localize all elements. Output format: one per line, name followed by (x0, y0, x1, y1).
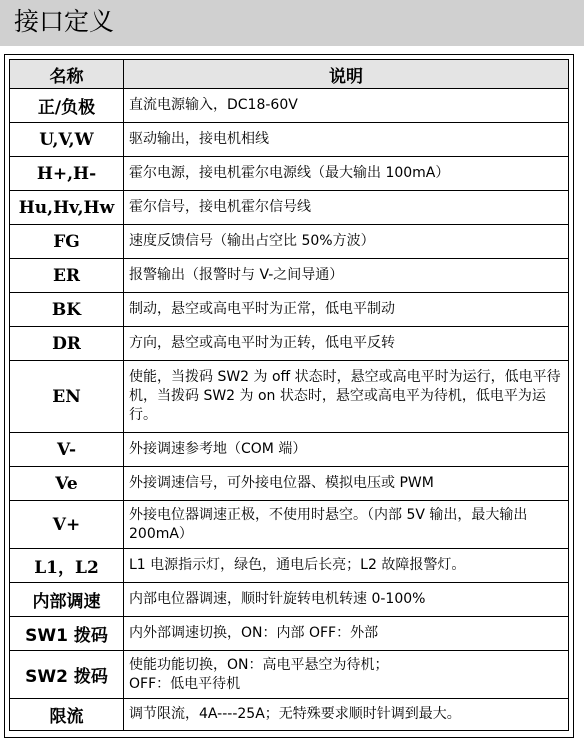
row-name: V+ (10, 501, 124, 549)
row-desc: 使能，当拨码 SW2 为 off 状态时，悬空或高电平时为运行，低电平待机，当拨码 SW2 为 on 状态时，悬空或高电平为待机，低电平为运行。 (124, 361, 569, 433)
table-row (10, 501, 569, 549)
row-desc: L1 电源指示灯，绿色，通电后长亮；L2 故障报警灯。 (124, 549, 569, 583)
row-name: FG (10, 225, 124, 259)
row-desc: 方向，悬空或高电平时为正转，低电平反转 (124, 327, 569, 361)
row-name: EN (10, 361, 124, 433)
row-name: Hu,Hv,Hw (10, 191, 124, 225)
table-row (10, 699, 569, 731)
table-row (10, 583, 569, 617)
table-row (10, 225, 569, 259)
header-name: 名称 (10, 60, 124, 89)
row-name: SW2 拨码 (10, 651, 124, 699)
row-desc: 报警输出（报警时与 V-之间导通） (124, 259, 569, 293)
table-row (10, 123, 569, 157)
row-name: SW1 拨码 (10, 617, 124, 651)
table-header-row (10, 60, 569, 89)
row-desc: 驱动输出，接电机相线 (124, 123, 569, 157)
table-row (10, 293, 569, 327)
table-row (10, 433, 569, 467)
row-desc: 内部电位器调速，顺时针旋转电机转速 0-100% (124, 583, 569, 617)
row-desc: 调节限流，4A----25A；无特殊要求顺时针调到最大。 (124, 699, 569, 731)
table-row (10, 191, 569, 225)
table-row (10, 259, 569, 293)
row-name: L1，L2 (10, 549, 124, 583)
row-desc: 速度反馈信号（输出占空比 50%方波） (124, 225, 569, 259)
row-desc: 外接调速信号，可外接电位器、模拟电压或 PWM (124, 467, 569, 501)
row-name: 内部调速 (10, 583, 124, 617)
row-desc: 制动，悬空或高电平时为正常，低电平制动 (124, 293, 569, 327)
row-name: U,V,W (10, 123, 124, 157)
table-row (10, 327, 569, 361)
row-name: BK (10, 293, 124, 327)
row-desc: 霍尔信号，接电机霍尔信号线 (124, 191, 569, 225)
table-row (10, 157, 569, 191)
row-desc: 外接电位器调速正极，不使用时悬空。（内部 5V 输出，最大输出 200mA） (124, 501, 569, 549)
row-desc: 外接调速参考地（COM 端） (124, 433, 569, 467)
table-row (10, 467, 569, 501)
row-name: Ve (10, 467, 124, 501)
row-name: H+,H- (10, 157, 124, 191)
table-row (10, 617, 569, 651)
row-desc: 直流电源输入，DC18-60V (124, 89, 569, 123)
row-name: V- (10, 433, 124, 467)
row-desc: 内外部调速切换，ON：内部 OFF：外部 (124, 617, 569, 651)
row-name: 限流 (10, 699, 124, 731)
row-desc: 使能功能切换，ON：高电平悬空为待机； OFF：低电平待机 (124, 651, 569, 699)
row-name: DR (10, 327, 124, 361)
title-bar (0, 0, 584, 46)
table-row (10, 549, 569, 583)
interface-table (9, 59, 569, 731)
header-desc: 说明 (124, 60, 569, 89)
table-frame (4, 54, 574, 738)
row-name: 正/负极 (10, 89, 124, 123)
table-row (10, 651, 569, 699)
row-desc: 霍尔电源，接电机霍尔电源线（最大输出 100mA） (124, 157, 569, 191)
table-row (10, 361, 569, 433)
page-title: 接口定义 (14, 7, 115, 36)
row-name: ER (10, 259, 124, 293)
table-row (10, 89, 569, 123)
